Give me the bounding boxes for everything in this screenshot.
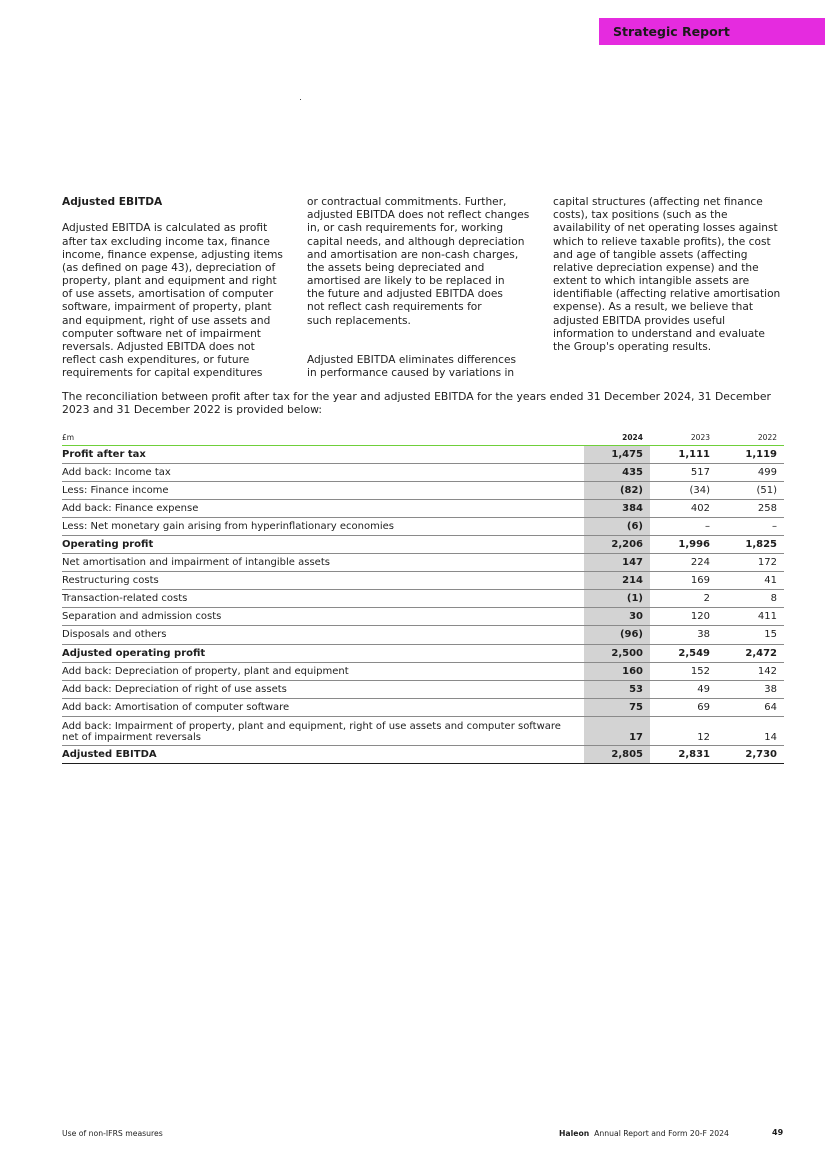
value-2022: 41 — [717, 572, 784, 590]
value-2023: 152 — [650, 662, 717, 680]
value-2024: 75 — [584, 698, 650, 716]
value-2023: 69 — [650, 698, 717, 716]
section-heading: Adjusted EBITDA — [62, 196, 163, 209]
value-2022: 2,472 — [717, 644, 784, 662]
value-2022: 499 — [717, 463, 784, 481]
value-2023: 49 — [650, 680, 717, 698]
value-2023: (34) — [650, 481, 717, 499]
value-2022: 1,119 — [717, 445, 784, 463]
row-label: Transaction-related costs — [62, 590, 584, 608]
body-column-3 — [553, 183, 793, 354]
table-row — [62, 499, 784, 517]
value-2023: 2 — [650, 590, 717, 608]
value-2024: 384 — [584, 499, 650, 517]
year-header-2024: 2024 — [584, 431, 650, 445]
value-2023: 2,549 — [650, 644, 717, 662]
value-2023: 1,996 — [650, 535, 717, 553]
row-label: Profit after tax — [62, 445, 584, 463]
row-label: Add back: Finance expense — [62, 499, 584, 517]
table-row — [62, 445, 784, 463]
footer-report-title — [559, 1129, 729, 1138]
table-row — [62, 463, 784, 481]
value-2022: 411 — [717, 608, 784, 626]
unit-header: £m — [62, 431, 584, 445]
row-label: Operating profit — [62, 535, 584, 553]
row-label: Disposals and others — [62, 626, 584, 644]
value-2024: 2,805 — [584, 745, 650, 763]
table-row — [62, 662, 784, 680]
value-2023: 120 — [650, 608, 717, 626]
value-2024: 214 — [584, 572, 650, 590]
value-2024: 17 — [584, 716, 650, 745]
value-2022: 15 — [717, 626, 784, 644]
value-2023: 517 — [650, 463, 717, 481]
value-2023: 12 — [650, 716, 717, 745]
reconciliation-table — [62, 431, 784, 764]
value-2022: – — [717, 517, 784, 535]
table-row — [62, 745, 784, 763]
body-column-1 — [62, 183, 294, 380]
table-row — [62, 698, 784, 716]
value-2024: 2,500 — [584, 644, 650, 662]
year-header-2022: 2022 — [717, 431, 784, 445]
value-2022: 38 — [717, 680, 784, 698]
table-row — [62, 716, 784, 745]
value-2022: 8 — [717, 590, 784, 608]
value-2024: 435 — [584, 463, 650, 481]
table-row — [62, 626, 784, 644]
row-label: Net amortisation and impairment of intangible assets — [62, 554, 584, 572]
value-2023: – — [650, 517, 717, 535]
report-name: Annual Report and Form 20-F 2024 — [594, 1129, 729, 1138]
table-intro: The reconciliation between profit after tax for the year and adjusted EBITDA for the years ended 31 December 2024, 31 December 2023 and 31 December 2022 is provided below: — [62, 390, 771, 417]
brand-name: Haleon — [559, 1129, 590, 1138]
column-2-paragraph-1: or contractual commitments. Further, adjusted EBITDA does not reflect changes in, or cash requirements for, working capital needs, and although depreciation and amortisation are non-cash charges, the assets being depreciated and amortised are likely to be replaced in the future and adjusted EBITDA does not reflect cash requirements for such replacements. — [307, 196, 530, 327]
page-number: 49 — [772, 1128, 784, 1137]
footer-section-label: Use of non-IFRS measures — [62, 1129, 163, 1138]
row-label: Adjusted EBITDA — [62, 745, 584, 763]
column-2-paragraph-2: Adjusted EBITDA eliminates differences in performance caused by variations in — [307, 353, 516, 380]
value-2022: 64 — [717, 698, 784, 716]
value-2022: 1,825 — [717, 535, 784, 553]
row-label: Separation and admission costs — [62, 608, 584, 626]
row-label: Add back: Depreciation of right of use assets — [62, 680, 584, 698]
value-2022: 14 — [717, 716, 784, 745]
table-row — [62, 517, 784, 535]
column-1-text: Adjusted EBITDA is calculated as profit after tax excluding income tax, finance income, finance expense, adjusting items (as defined on page 43), depreciation of property, plant and equipment and right of use assets, amortisation of computer software, impairment of property, plant and equipment, right of use assets and computer software net of impairment reversals. Adjusted EBITDA does not reflect cash expenditures, or future requirements for capital expenditures — [62, 222, 283, 380]
value-2024: 160 — [584, 662, 650, 680]
value-2024: 30 — [584, 608, 650, 626]
row-label: Less: Finance income — [62, 481, 584, 499]
table-header-row — [62, 431, 784, 445]
value-2023: 402 — [650, 499, 717, 517]
body-column-2 — [307, 183, 539, 380]
stray-dot — [300, 99, 301, 100]
value-2023: 1,111 — [650, 445, 717, 463]
value-2023: 224 — [650, 554, 717, 572]
value-2022: 172 — [717, 554, 784, 572]
value-2023: 2,831 — [650, 745, 717, 763]
row-label: Add back: Impairment of property, plant and equipment, right of use assets and computer software net of impairment reversals — [62, 716, 584, 745]
row-label: Adjusted operating profit — [62, 644, 584, 662]
value-2024: (6) — [584, 517, 650, 535]
value-2022: 258 — [717, 499, 784, 517]
value-2024: 1,475 — [584, 445, 650, 463]
table-row — [62, 572, 784, 590]
value-2024: 147 — [584, 554, 650, 572]
value-2024: 53 — [584, 680, 650, 698]
section-tag: Strategic Report — [599, 18, 825, 45]
table-row — [62, 644, 784, 662]
year-header-2023: 2023 — [650, 431, 717, 445]
column-3-text: capital structures (affecting net finance costs), tax positions (such as the availability of net operating losses against which to relieve taxable profits), the cost and age of tangible assets (affecting relative depreciation expense) and the extent to which intangible assets are identifiable (affecting relative amortisation expense). As a result, we believe that adjusted EBITDA provides useful information to understand and evaluate the Group's operating results. — [553, 196, 781, 353]
value-2023: 169 — [650, 572, 717, 590]
table-row — [62, 535, 784, 553]
row-label: Restructuring costs — [62, 572, 584, 590]
table-row — [62, 590, 784, 608]
value-2024: (1) — [584, 590, 650, 608]
value-2024: 2,206 — [584, 535, 650, 553]
value-2024: (96) — [584, 626, 650, 644]
table-row — [62, 554, 784, 572]
value-2022: (51) — [717, 481, 784, 499]
row-label: Add back: Amortisation of computer software — [62, 698, 584, 716]
value-2023: 38 — [650, 626, 717, 644]
row-label: Less: Net monetary gain arising from hyperinflationary economies — [62, 517, 584, 535]
table-row — [62, 608, 784, 626]
value-2022: 2,730 — [717, 745, 784, 763]
row-label: Add back: Depreciation of property, plant and equipment — [62, 662, 584, 680]
table-row — [62, 481, 784, 499]
table-row — [62, 680, 784, 698]
value-2022: 142 — [717, 662, 784, 680]
value-2024: (82) — [584, 481, 650, 499]
row-label: Add back: Income tax — [62, 463, 584, 481]
